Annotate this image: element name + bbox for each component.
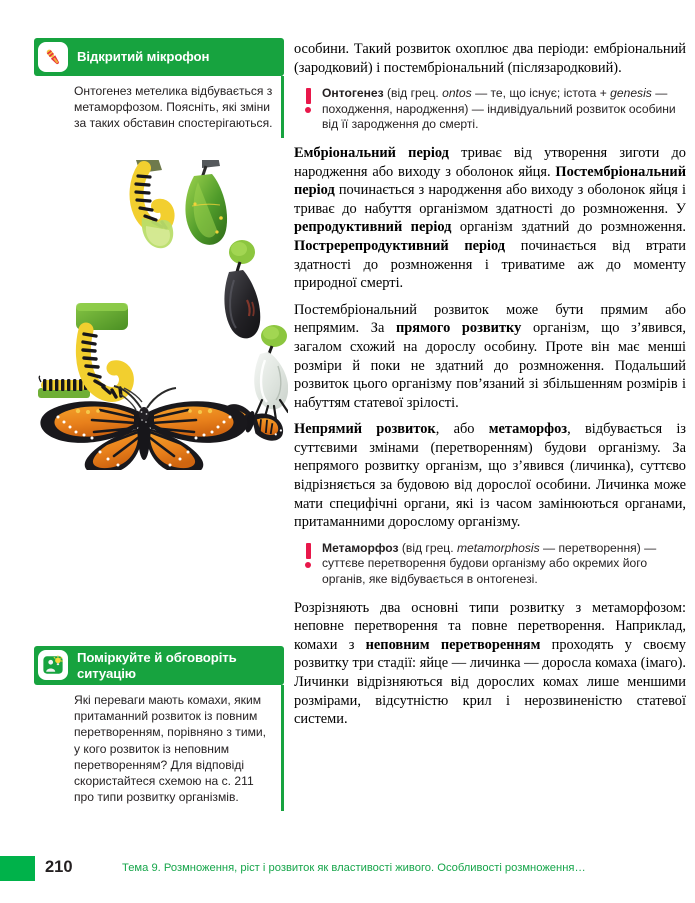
stage-adult-butterfly — [40, 386, 247, 470]
stage-green-chrysalis — [185, 160, 227, 245]
stage-darkening-chrysalis — [224, 240, 260, 338]
paragraph-metamorphosis-types: Розрізняють два основні типи розвитку з метаморфозом: неповне перетворення та повне перетворення. Наприклад, комахи з неповним перетворенням проходять у своєму розвитку три стадії: яйце — личинка — доросла комаха (імаго). Личинки відрізняються від дорослих комах лише меншими розмірами, відсутністю крил і нерозвиненістю статевої системи. — [294, 599, 686, 728]
definition-metamorphosis — [294, 541, 686, 588]
stage-pupating-caterpillar — [136, 160, 173, 248]
exclamation-icon — [296, 86, 320, 133]
callout-header — [34, 38, 284, 76]
paragraph-indirect-development: Непрямий розвиток, або метаморфоз, відбувається із суттєвими змінами (перетворенням) будови організму. За непрямого розвитку організм, що з’явився (личинка), суттєво відрізняється за будовою від дорослої особини. Личинка може мати специфічні органи, які із часом замінюються органами, притаманними дорослому організму. — [294, 421, 686, 531]
paragraph-direct-development: Постембріональний розвиток може бути прямим або непрямим. За прямого розвитку організм, що з’явився, загалом схожий на дорослу особину. Проте він має менші розміри й поки не здатний до розмноження. Подальший розвиток цього організму пов’язаний зі збільшенням розмірів і набуттям статевої зрілості. — [294, 301, 686, 411]
callout-open-microphone — [34, 38, 284, 138]
monarch-butterfly-life-cycle-figure — [16, 160, 288, 470]
page-number: 210 — [45, 858, 73, 876]
callout-body-text: Онтогенез метелика відбувається з метаморфозом. Поясніть, які зміни за таких обставин спостерігаються. — [74, 84, 273, 131]
callout-body-text: Які переваги мають комахи, яким притаманний розвиток із повним перетворенням, порівняно з тими, у кого розвиток із неповним перетворенням? Для відповіді скористайтеся схемою на с. 211 про типи розвитку організмів. — [74, 693, 267, 805]
callout-reflect-discuss — [34, 646, 284, 811]
paragraph-intro: особини. Такий розвиток охоплює два періоди: ембріональний (зародковий) і постембріональний (післязародковий). — [294, 41, 686, 76]
think-discuss-icon — [38, 650, 68, 680]
stage-transparent-chrysalis — [254, 325, 288, 420]
main-text-column — [294, 40, 686, 729]
footer-chapter-note: Тема 9. Розмноження, ріст і розвиток як властивості живого. Особливості розмноження… — [122, 862, 586, 874]
callout-title: Поміркуйте й обговоріть ситуацію — [77, 650, 237, 681]
definition-ontogenesis — [294, 86, 686, 133]
definition-text: Метаморфоз (від грец. metamorphosis — перетворення) — суттєве перетворення будови організму або окремих його органів, яке відбувається в онтогенезі. — [322, 540, 657, 587]
callout-title: Відкритий мікрофон — [77, 49, 210, 65]
definition-text: Онтогенез (від грец. ontos — те, що існує; істота + genesis — походження, народження) — індивідуальний розвиток особини від її зародження до смерті. — [322, 86, 676, 132]
callout-header — [34, 646, 284, 685]
microphone-icon — [38, 42, 68, 72]
paragraph-embryonic-period: Ембріональний період триває від утворення зиготи до народження або виходу з оболонок яйця. Постембріональний період починається з народження або виходу з оболонок яйця і триває до набуття організмом здатності до розмноження. У репродуктивний період організм здатний до розмноження. Постререпродуктивний період починається від втрати здатності до розмноження і триватиме аж до моменту природної смерті. — [294, 144, 686, 292]
callout-body — [34, 685, 284, 811]
page-footer — [0, 856, 695, 886]
callout-body — [34, 76, 284, 138]
exclamation-icon — [296, 541, 320, 588]
sidebar-column — [34, 38, 284, 838]
footer-color-swatch — [0, 856, 35, 881]
